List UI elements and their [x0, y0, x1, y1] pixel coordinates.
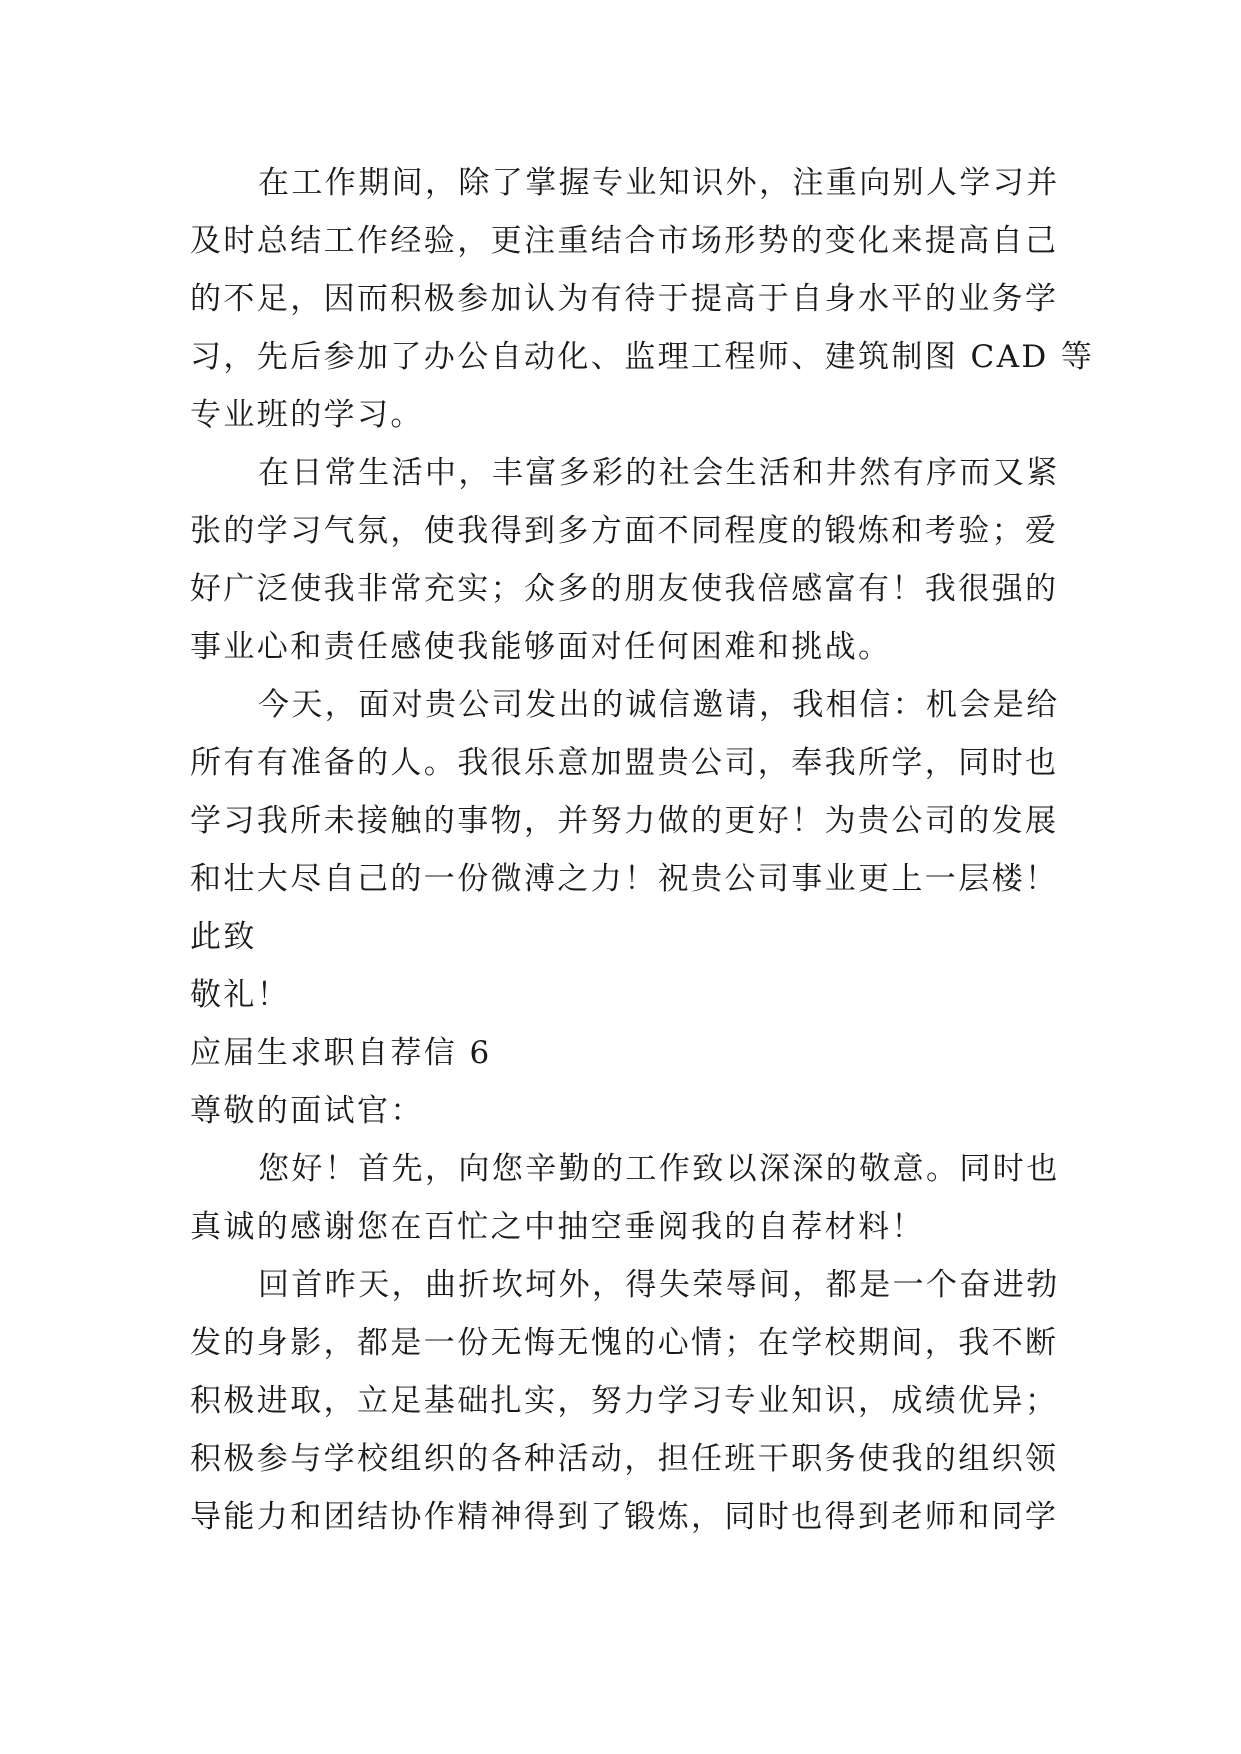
text-line: 的不足，因而积极参加认为有待于提高于自身水平的业务学: [190, 281, 1059, 317]
text-line: 事业心和责任感使我能够面对任何困难和挑战。: [190, 629, 892, 665]
text-line: 发的身影，都是一份无悔无愧的心情；在学校期间，我不断: [190, 1325, 1059, 1361]
text-line: 专业班的学习。: [190, 397, 424, 433]
text-line: 习，先后参加了办公自动化、监理工程师、建筑制图 CAD 等: [190, 339, 1095, 375]
letter-body: [190, 154, 1095, 1546]
closing-regards: 敬礼！: [190, 977, 291, 1013]
text-line: 和壮大尽自己的一份微溥之力！祝贵公司事业更上一层楼！: [190, 861, 1059, 897]
text-line: 回首昨天，曲折坎坷外，得失荣辱间，都是一个奋进勃: [258, 1267, 1060, 1303]
text-line: 好广泛使我非常充实；众多的朋友使我倍感富有！我很强的: [190, 571, 1059, 607]
section-title: 应届生求职自荐信 6: [190, 1035, 492, 1071]
closing-salutation: 此致: [190, 919, 257, 955]
text-line: 张的学习气氛，使我得到多方面不同程度的锻炼和考验；爱: [190, 513, 1059, 549]
text-line: 及时总结工作经验，更注重结合市场形势的变化来提高自己: [190, 223, 1059, 259]
text-line: 学习我所未接触的事物，并努力做的更好！为贵公司的发展: [190, 803, 1059, 839]
text-line: 积极参与学校组织的各种活动，担任班干职务使我的组织领: [190, 1441, 1059, 1477]
greeting: 尊敬的面试官：: [190, 1093, 424, 1129]
text-line: 您好！首先，向您辛勤的工作致以深深的敬意。同时也: [258, 1151, 1060, 1187]
text-line: 在工作期间，除了掌握专业知识外，注重向别人学习并: [258, 165, 1060, 201]
text-line: 真诚的感谢您在百忙之中抽空垂阅我的自荐材料！: [190, 1209, 925, 1245]
text-line: 积极进取，立足基础扎实，努力学习专业知识，成绩优异；: [190, 1383, 1059, 1419]
text-line: 在日常生活中，丰富多彩的社会生活和井然有序而又紧: [258, 455, 1060, 491]
text-line: 所有有准备的人。我很乐意加盟贵公司，奉我所学，同时也: [190, 745, 1059, 781]
text-line: 导能力和团结协作精神得到了锻炼，同时也得到老师和同学: [190, 1499, 1059, 1535]
text-line: 今天，面对贵公司发出的诚信邀请，我相信：机会是给: [258, 687, 1060, 723]
